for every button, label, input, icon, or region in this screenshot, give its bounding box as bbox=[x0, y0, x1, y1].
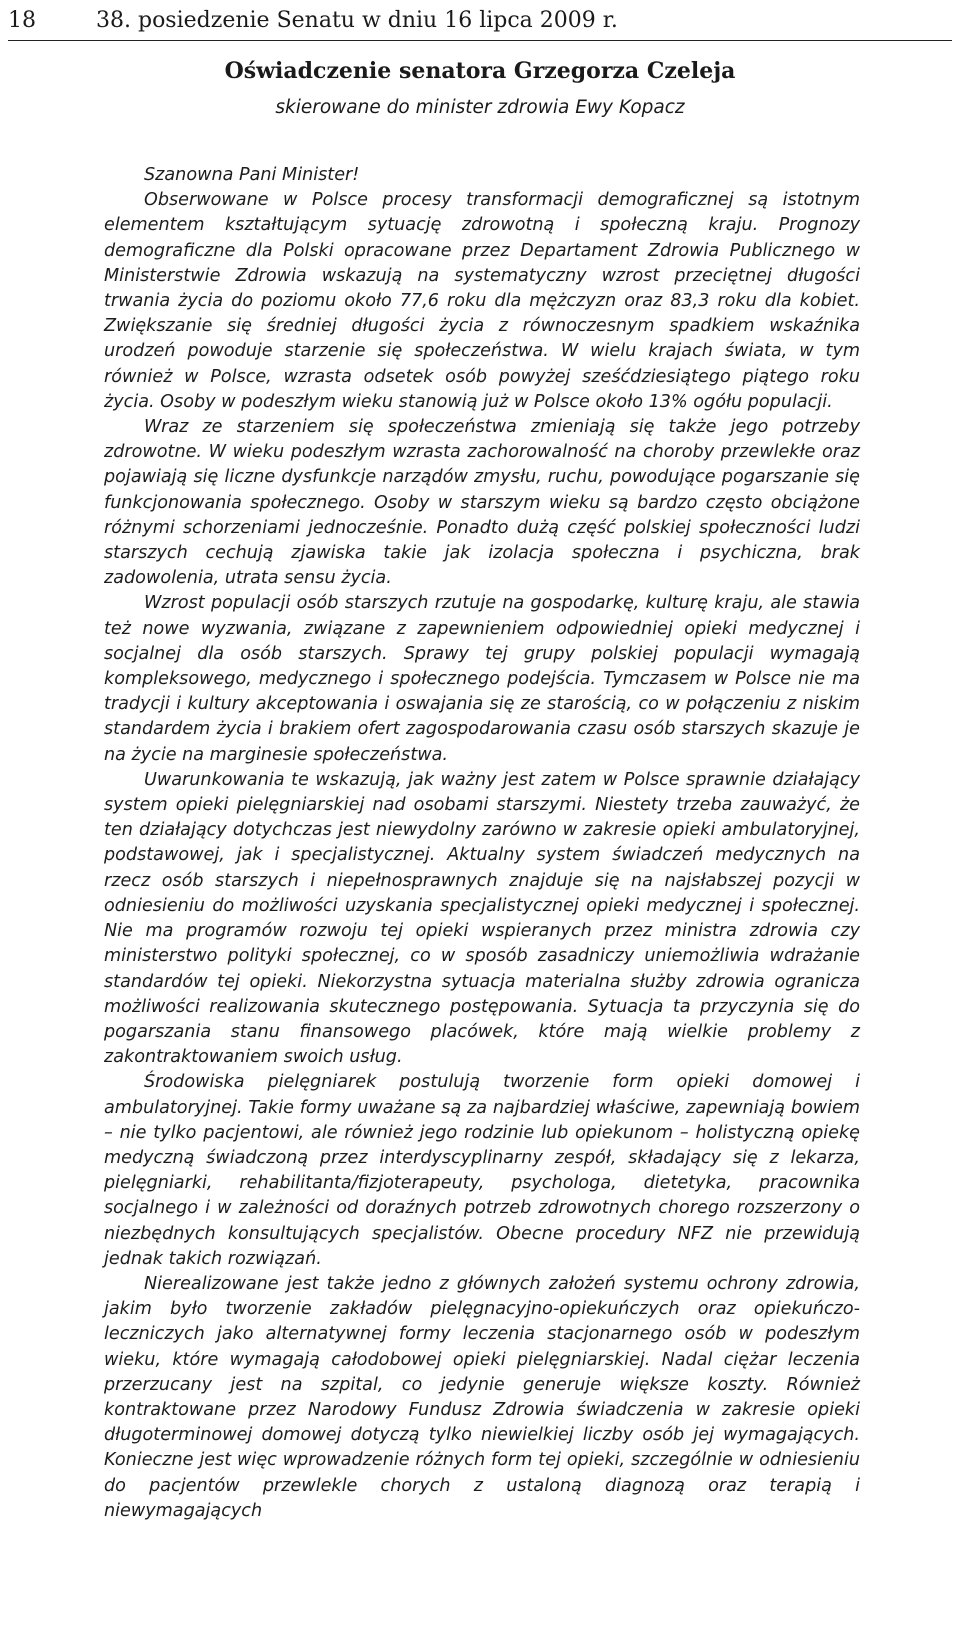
session-title: 38. posiedzenie Senatu w dniu 16 lipca 2009 r. bbox=[96, 8, 618, 33]
statement-subtitle: skierowane do minister zdrowia Ewy Kopacz bbox=[275, 97, 685, 118]
greeting: Szanowna Pani Minister! bbox=[144, 165, 360, 185]
paragraph: Wzrost populacji osób starszych rzutuje na gospodarkę, kulturę kraju, ale stawia też nowe wyzwania, związane z zapewnieniem odpowiedniej opieki medycznej i socjalnej dla osób starszych. Sprawy tej grupy polskiej populacji wymagają kompleksowego, medycznego i społecznego podejścia. Tymczasem w Polsce nie ma tradycji i kultury akceptowania i oswajania się ze starością, co w połączeniu z niskim standardem życia i brakiem ofert zagospodarowania czasu osób starszych skazuje je na życie na marginesie społeczeństwa. bbox=[104, 593, 860, 765]
paragraph: Środowiska pielęgniarek postulują tworzenie form opieki domowej i ambulatoryjnej. Takie formy uważane są za najbardziej właściwe, zapewniają bowiem – nie tylko pacjentowi, ale również jego rodzinie lub opiekunom – holistyczną opiekę medyczną świadczoną przez interdyscyplinarny zespół, składający się z lekarza, pielęgniarki, rehabilitanta/fizjoterapeuty, psychologa, dietetyka, pracownika socjalnego i w zależności od doraźnych potrzeb zdrowotnych chorego rozszerzony o niezbędnych konsultujących specjalistów. Obecne procedury NFZ nie przewidują jednak takich rozwiązań. bbox=[104, 1072, 860, 1269]
statement-body bbox=[104, 163, 860, 1524]
paragraph: Uwarunkowania te wskazują, jak ważny jest zatem w Polsce sprawnie działający system opieki pielęgniarskiej nad osobami starszymi. Niestety trzeba zauważyć, że ten działający dotychczas jest niewydolny zarówno w zakresie opieki ambulatoryjnej, podstawowej, jak i specjalistycznej. Aktualny system świadczeń medycznych na rzecz osób starszych i niepełnosprawnych znajduje się na najsłabszej pozycji w odniesieniu do możliwości uzyskania specjalistycznej opieki medycznej i społecznej. Nie ma programów rozwoju tej opieki wspieranych przez ministra zdrowia czy ministerstwo polityki społecznej, co w sposób zasadniczy uniemożliwia wdrażanie standardów tej opieki. Niekorzystna sytuacja materialna służby zdrowia ogranicza możliwości realizowania skutecznego postępowania. Sytuacja ta przyczynia się do pogarszania stanu finansowego placówek, które mają wielkie problemy z zakontraktowaniem swoich usług. bbox=[104, 769, 860, 1068]
paragraph: Obserwowane w Polsce procesy transformacji demograficznej są istotnym elementem kształtującym sytuację zdrowotną i społeczną kraju. Prognozy demograficzne dla Polski opracowane przez Departament Zdrowia Publicznego w Ministerstwie Zdrowia wskazują na systematyczny wzrost przeciętnej długości trwania życia do poziomu około 77,6 roku dla mężczyzn oraz 83,3 roku dla kobiet. Zwiększanie się średniej długości życia z równoczesnym spadkiem wskaźnika urodzeń powoduje starzenie się społeczeństwa. W wielu krajach świata, w tym również w Polsce, wzrasta odsetek osób powyżej sześćdziesiątego piątego roku życia. Osoby w podeszłym wieku stanowią już w Polsce około 13% ogółu populacji. bbox=[104, 190, 860, 412]
page-number: 18 bbox=[8, 8, 36, 33]
paragraph: Nierealizowane jest także jedno z głównych założeń systemu ochrony zdrowia, jakim było tworzenie zakładów pielęgnacyjno-opiekuńczych oraz opiekuńczo-leczniczych jako alternatywnej formy leczenia stacjonarnego osób w podeszłym wieku, które wymagają całodobowej opieki pielęgniarskiej. Nadal ciężar leczenia przerzucany jest na szpital, co jedynie generuje większe koszty. Również kontraktowane przez Narodowy Fundusz Zdrowia świadczenia w zakresie opieki długoterminowej domowej dotyczą tylko niewielkiej liczby osób jej wymagających. Konieczne jest więc wprowadzenie różnych form tej opieki, szczególnie w odniesieniu do pacjentów przewlekle chorych z ustaloną diagnozą oraz terapią i niewymagających bbox=[104, 1273, 860, 1521]
statement-title: Oświadczenie senatora Grzegorza Czeleja bbox=[224, 58, 736, 84]
page-header bbox=[8, 6, 952, 41]
paragraph: Wraz ze starzeniem się społeczeństwa zmieniają się także jego potrzeby zdrowotne. W wieku podeszłym wzrasta zachorowalność na choroby przewlekłe oraz pojawiają się liczne dysfunkcje narządów zmysłu, ruchu, powodujące pogarszanie się funkcjonowania społecznego. Osoby w starszym wieku są bardzo często obciążone różnymi schorzeniami jednocześnie. Ponadto dużą część polskiej społeczności ludzi starszych cechują zjawiska takie jak izolacja społeczna i psychiczna, brak zadowolenia, utrata sensu życia. bbox=[104, 417, 860, 589]
